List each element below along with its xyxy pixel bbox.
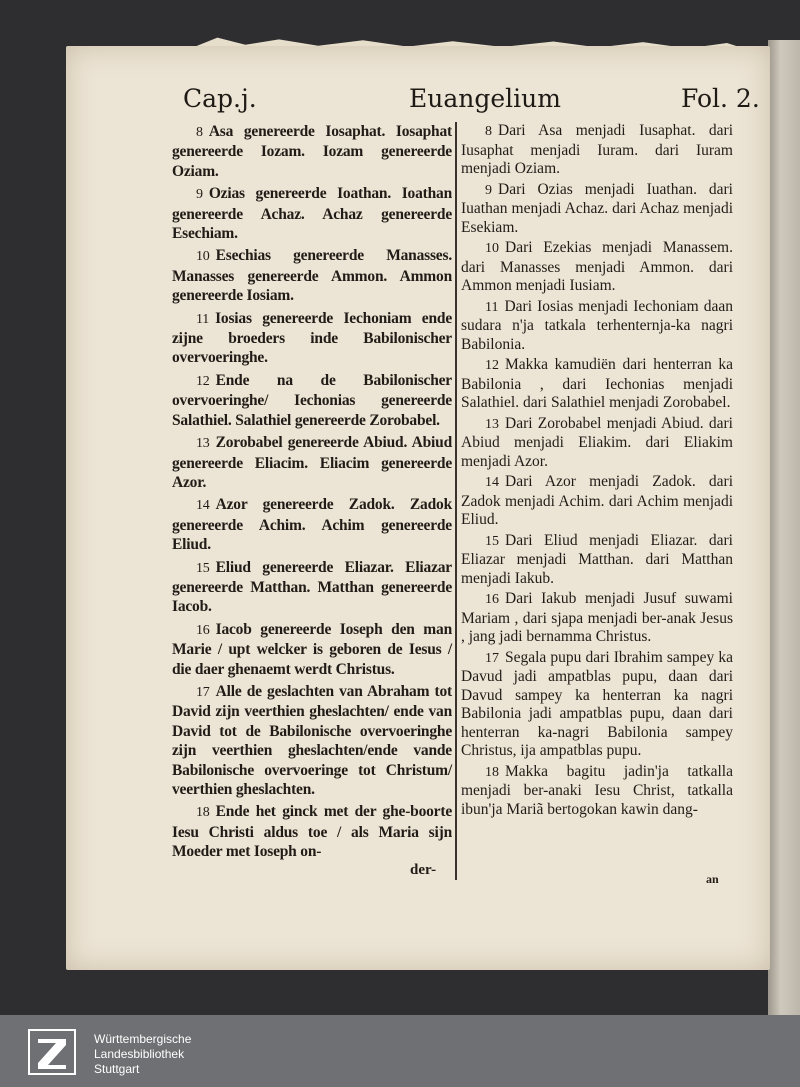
next-leaf-edge [768,40,800,1015]
running-header [0,84,800,118]
dutch-verse-number: 12 [196,373,210,389]
malay-verse [461,473,733,530]
malay-verse [461,415,733,472]
dutch-verse-number: 9 [196,187,203,203]
dutch-verse-number: 18 [196,805,210,821]
dutch-verse-number: 17 [196,684,210,700]
library-logo-icon [28,1029,76,1075]
dutch-verse-number: 8 [196,125,203,140]
malay-verse-number: 16 [485,592,499,607]
dutch-verse-text: Asa genereerde Iosaphat. Iosaphat genereerde Iozam. Iozam genereerde Oziam. [172,123,452,180]
malay-column [461,122,733,821]
left-catchword: der- [410,862,437,878]
library-name-line3: Stuttgart [94,1062,140,1076]
dutch-verse [172,433,452,492]
dutch-verse [172,371,452,430]
malay-verse-number: 15 [485,533,499,549]
malay-verse [461,239,733,296]
malay-verse-text: Dari Asa menjadi Iusaphat. dari Iusaphat menjadi Iuram. dari Iuram menjadi Oziam. [461,122,733,177]
dutch-verse [172,558,452,617]
malay-verse-text: Makka kamudiën dari henterran ka Babilonia , dari Iechonias menjadi Salathiel. dari Salathiel menjadi Zorobabel. [461,356,733,411]
malay-verse-text: Dari Eliud menjadi Eliazar. dari Eliazar menjadi Matthan. dari Matthan menjadi Iakub. [461,531,733,587]
library-footer [0,1015,800,1087]
dutch-verse [172,246,452,305]
malay-verse-text: Dari Ezekias menjadi Manassem. dari Manasses menjadi Ammon. dari Ammon menjadi Iusiam. [461,239,733,294]
malay-verse [461,181,733,238]
malay-verse-text: Dari Iosias menjadi Iechoniam daan sudara n'ja tatkala terhenternja-ka nagri Babilonia. [461,297,733,353]
malay-verse-text: Makka bagitu jadin'ja tatkalla menjadi ber-anaki Iesu Christ, tatkalla ibun'ja Mariã bertogokan kawin dang- [461,762,733,818]
dutch-verse-number: 14 [196,498,210,514]
malay-verse-text: Segala pupu dari Ibrahim sampey ka Davud jadi ampatblas pupu, daan dari Davud sampey ka henterran ka nagri Babilonia jadi ampatblas pupu, daan dari henterran ka-nagri Babilonia sampey Christus, ija ampatblas pupu. [461,648,733,759]
malay-verse [461,356,733,413]
library-name-line2: Landesbibliothek [94,1047,185,1061]
malay-verse [461,122,733,179]
dutch-verse-text: Azor genereerde Zadok. Zadok genereerde Achim. Achim genereerde Eliud. [172,496,452,554]
signature-mark: an [706,872,719,886]
dutch-verse-number: 10 [196,249,210,265]
malay-verse-number: 12 [485,358,499,373]
dutch-verse [172,122,452,181]
dutch-verse-text: Eliud genereerde Eliazar. Eliazar genereerde Matthan. Matthan genereerde Iacob. [172,558,452,616]
dutch-verse [172,309,452,368]
malay-verse-number: 18 [485,764,499,780]
dutch-verse-text: Alle de geslachten van Abraham tot David zijn veerthien gheslachten/ ende van David tot de Babilonische overvoeringhe zijn veerthien gheslachten/ende vande Babilonische overvoeringe tot Christum/ veerthien gheslachten. [172,682,452,798]
column-divider [455,122,457,880]
malay-verse-number: 13 [485,416,499,432]
malay-verse-number: 8 [485,124,492,139]
dutch-verse [172,620,452,679]
malay-verse-number: 11 [485,299,499,315]
dutch-verse-number: 13 [196,436,210,452]
malay-verse [461,532,733,589]
dutch-verse-number: 11 [196,311,210,327]
malay-verse-text: Dari Ozias menjadi Iuathan. dari Iuathan menjadi Achaz. dari Achaz menjadi Esekiam. [461,180,733,236]
malay-verse [461,649,733,761]
malay-verse [461,590,733,647]
malay-verse-number: 9 [485,182,492,198]
dutch-verse-number: 15 [196,560,210,576]
library-name-line1: Württembergische [94,1032,192,1046]
dutch-verse [172,682,452,799]
dutch-verse-text: Ozias genereerde Ioathan. Ioathan genereerde Achaz. Achaz genereerde Esechiam. [172,185,452,243]
malay-verse [461,298,733,355]
dutch-verse-text: Iacob genereerde Ioseph den man Marie / upt welcker is geboren de Iesus / die daer ghenaemt werdt Christus. [172,620,452,678]
malay-verse-text: Dari Azor menjadi Zadok. dari Zadok menjadi Achim. dari Achim menjadi Eliud. [461,473,733,528]
folio-number: Fol. 2. [681,84,760,113]
book-title: Euangelium [409,84,561,113]
malay-verse-number: 14 [485,475,499,490]
malay-verse-number: 17 [485,650,499,666]
dutch-verse-text: Ende het ginck met der ghe-boorte Iesu Christi aldus toe / als Maria sijn Moeder met Ioseph on- [172,803,452,861]
dutch-verse [172,495,452,554]
dutch-verse-text: Ende na de Babilonischer overvoeringhe/ Iechonias genereerde Salathiel. Salathiel genereerde Zorobabel. [172,371,452,429]
dutch-verse-number: 16 [196,622,210,638]
dutch-verse [172,184,452,243]
malay-verse-number: 10 [485,241,499,256]
dutch-column [172,122,452,865]
dutch-verse [172,802,452,861]
dutch-verse-text: Zorobabel genereerde Abiud. Abiud genereerde Eliacim. Eliacim genereerde Azor. [172,434,452,491]
chapter-label: Cap.j. [183,84,257,113]
malay-verse-text: Dari Zorobabel menjadi Abiud. dari Abiud menjadi Eliakim. dari Eliakim menjadi Azor. [461,414,733,470]
malay-verse [461,763,733,820]
library-name [94,1032,191,1077]
dutch-verse-text: Esechias genereerde Manasses. Manasses genereerde Ammon. Ammon genereerde Iosiam. [172,247,452,305]
malay-verse-text: Dari Iakub menjadi Jusuf suwami Mariam , dari sjapa menjadi ber-anak Jesus , jang jadi bernamma Christus. [461,590,733,645]
dutch-verse-text: Iosias genereerde Iechoniam ende zijne broeders inde Babilonischer overvoeringhe. [172,309,452,367]
